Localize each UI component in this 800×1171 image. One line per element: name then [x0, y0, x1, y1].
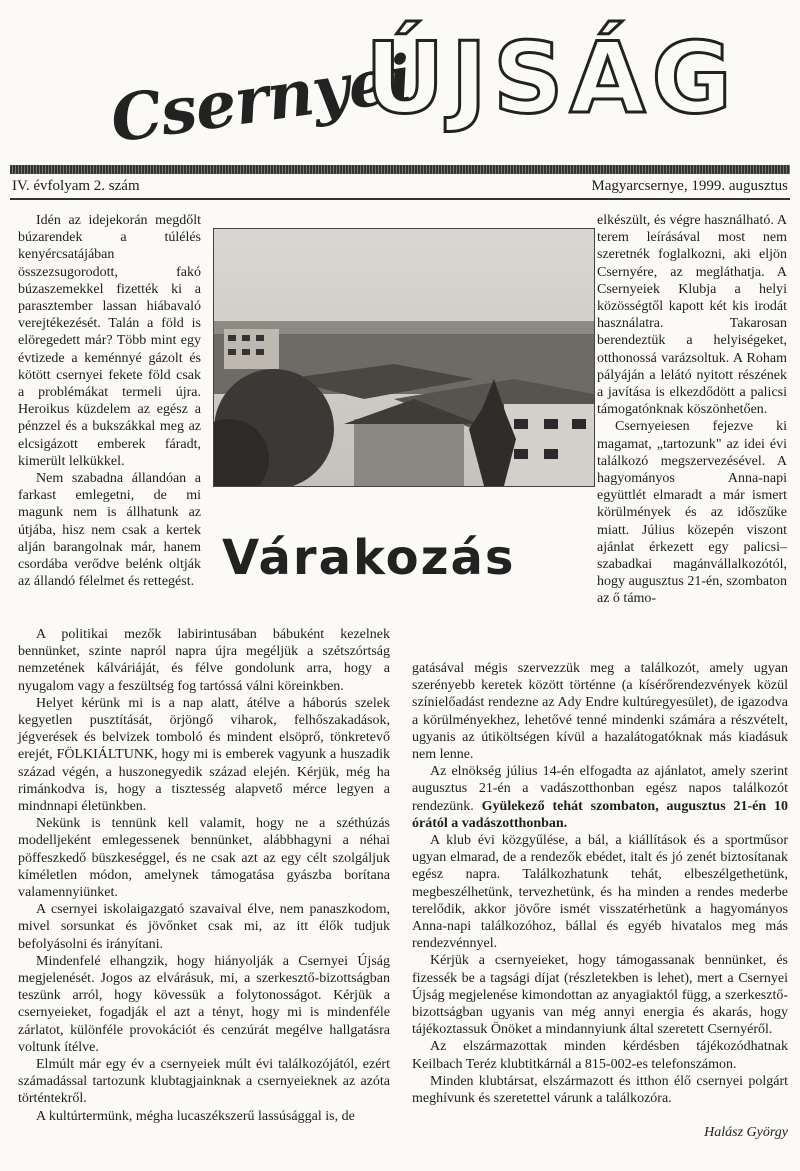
- masthead-rule: [10, 165, 790, 174]
- paragraph: A csernyei iskolaigazgató szavaival élve, nem panaszkodom, mivel sorsunkat és jövőnket csak mi, az itt élők tudjuk befolyásolni és irányítani.: [18, 902, 390, 952]
- paragraph: Csernyeiesen fejezve ki magamat, „tartozunk" az idei évi találkozó megszervezésével. A hagyományos Anna-napi együttlét elmaradt a már ismert körülmények és az időszűke miatt. Július közepén viszont ajánlat érkezett egy palicsi–szabadkai magánvállalkozótól, hogy augusztus 21-én, szombaton az ő támo-: [597, 419, 787, 607]
- paragraph: [412, 763, 788, 832]
- lower-left-column: [18, 626, 390, 1125]
- right-column: [597, 212, 787, 608]
- masthead-block-title: ÚJSÁG: [365, 22, 738, 136]
- masthead: [0, 0, 800, 160]
- paragraph: gatásával mégis szervezzük meg a találkozót, amely ugyan szerényebb keretek között történne (a kísérőrendezvények közül színielőadást rendezne az Ady Endre kultúregyesület), de igazodva a körülményekhez, lehetővé tenné mindenki számára a részvételt, ugyanis az útiköltségen kívül a hazalátogatóknak más kiadásuk nem lenne.: [412, 661, 788, 763]
- paragraph: Elmúlt már egy év a csernyeiek múlt évi találkozójától, ezért számadással tartozunk klubtagjainknak a csernyeieknek az azóta történtekről.: [18, 1057, 390, 1107]
- issue-number: IV. évfolyam 2. szám: [12, 178, 140, 194]
- town-panorama-photo: [213, 228, 595, 487]
- paragraph: Kérjük a csernyeieket, hogy támogassanak bennünket, és fizessék be a tagsági díjat (részletekben is lehet), mert a Csernyei Újság megjelenése kimondottan az anyagiaktól függ, a szerkesztő-bizottságban ugyanis van még annyi energia és akarás, hogy tájékoztassuk Önöket a mindannyiunk által szeretett Csernyéről.: [412, 953, 788, 1038]
- paragraph: A klub évi közgyűlése, a bál, a kiállítások és a sportműsor ugyan elmarad, de a rendezők ebédet, italt és jó zenét biztosítanak egész napra. Találkozhatunk tehát, elbeszélgethetünk, megbeszélhetünk, tervezhetünk, és ha minden a rendes mederbe terelődik, akkor jövőre ismét visszatérhetünk a hagyományos Anna-napi találkozóhoz, bállal és egyéb hivatalos meg más rendezvénnyel.: [412, 833, 788, 952]
- paragraph: A politikai mezők labirintusában bábuként kezelnek bennünket, szinte napról napra újra megéljük a szétszórtság nemzetének kálváriáját, és félve gondolunk arra, hogy a nyugalom vagy a feszültség fog tartóssá válni köreinkben.: [18, 627, 390, 694]
- paragraph: A kultúrtermünk, mégha lucaszékszerű lassúsággal is, de: [36, 1108, 355, 1124]
- headline: Várakozás: [222, 530, 516, 586]
- issue-date: Magyarcsernye, 1999. augusztus: [591, 178, 788, 194]
- author-signature: Halász György: [704, 1125, 788, 1140]
- paragraph: Mindenfelé elhangzik, hogy hiányolják a Csernyei Újság megjelenését. Jogos az elvárásuk, mi, a szerkesztő-bizottságban teszünk arról, hogy kövessük a folytonosságot. Kérjük a csernyeieket, fogadják el azt a tényt, hogy mi is mindenféle zárlatot, különféle provokációt és cenzúrát megélve hallgatásra voltunk ítélve.: [18, 953, 390, 1055]
- paragraph-text: Az elnökség július 14-én elfogadta az ajánlatot, amely szerint augusztus 21-én a vadászotthonban egész napos találkozót rendezünk.: [412, 764, 788, 814]
- bold-announcement: Gyülekező tehát szombaton, augusztus 21-én 10 órától a vadászotthonban.: [412, 798, 789, 831]
- left-column: [18, 212, 201, 590]
- paragraph: Nekünk is tennünk kell valamit, hogy ne a széthúzás modelljeként emlegessenek bennünket, alábbhagyni a néhai pöffeszkedő büszkeséggel, és ne csak azt az egy célt szolgáljuk kíméletlen módon, amelynek támogatása gyászba borítana valamennyiünket.: [18, 816, 390, 901]
- photo-illustration: [214, 229, 594, 486]
- issue-rule: [10, 198, 790, 200]
- paragraph: Helyet kérünk mi is a nap alatt, átélve a háborús szelek kegyetlen pusztítását, örjöngő viharok, felhőszakadások, jégverések és belvizek tomboló és mindent elsöprő, tönkretevő erejét, FÖLKIÁLTUNK, hogy mi is emberek vagyunk a huszadik század végén, a huszonegyedik század elején. Kérjük, még ha rimánkodva is, hogy a tisztesség alapvető mérce legyen a mindnnapi életünkben.: [18, 695, 390, 815]
- paragraph: Idén az idejekorán megdőlt búzarendek a túlélés kenyércsatájában összezsugorodott, fakó búzaszemekkel fizették ki a parasztember lassan hiábavaló verejtékezését. Talán a föld is elöregedett már? Több mint egy évtizede a keménnyé gázolt és kötött csernyei fekete föld csak a problémákat termeli újra. Heroikus küzdelem az egész a pénzzel és a bukszákkal meg az elcsigázott emberek fáradt, kimerült lelkükkel.: [18, 213, 201, 469]
- paragraph: Minden klubtársat, elszármazott és itthon élő csernyei polgárt meghívunk és szeretettel várunk a találkozóra.: [412, 1073, 788, 1107]
- paragraph: Nem szabadna állandóan a farkast emlegetni, de mi magunk nem is állhatunk az útjába, hisz nem csak a kertek alján barangolnak már, hanem csordába verődve belénk oltják az állandó félelmet és rettegést.: [18, 471, 201, 590]
- masthead-script-title: Csernyei: [106, 41, 416, 158]
- paragraph: elkészült, és végre használható. A terem leírásával most nem szeretnék foglalkozni, aki eljön Csernyére, az megláthatja. A Csernyeiek Klubja a helyi közösségtől kapott két kis irodát használatra. Takarosan berendeztük a helyiségeket, otthonossá varázsoltuk. A Roham pályáján a lelátó nyitott részének a javítása is elkezdődött a palicsi támogatónknak köszönhetően.: [597, 213, 787, 418]
- lower-right-column: [412, 660, 788, 1107]
- paragraph: Az elszármazottak minden kérdésben tájékozódhatnak Keilbach Teréz klubtitkárnál a 815-002-es telefonszámon.: [412, 1039, 788, 1072]
